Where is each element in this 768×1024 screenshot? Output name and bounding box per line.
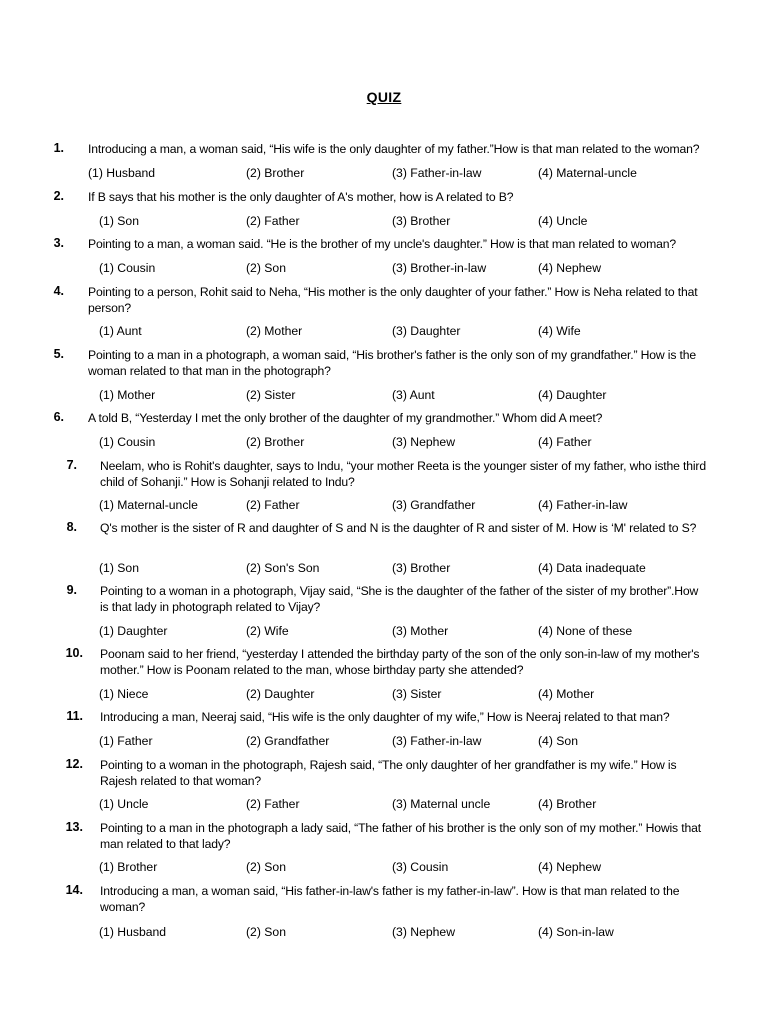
question-number: 13. — [65, 820, 83, 834]
answer-option-1: (1) Cousin — [99, 435, 156, 449]
answer-option-1: (1) Cousin — [99, 261, 156, 275]
answer-option-2: (2) Father — [246, 214, 300, 228]
answer-option-4: (4) Father-in-law — [538, 498, 628, 512]
question-text: Pointing to a woman in the photograph, Rajesh said, “The only daughter of her grandfather is my wife.” How is Rajesh related to that woman? — [100, 758, 677, 788]
question-text: Neelam, who is Rohit's daughter, says to Indu, “your mother Reeta is the younger sister of my father, who isthe third child of Sohanji.” How is Sohanji related to Indu? — [100, 459, 706, 489]
answer-option-2: (2) Brother — [246, 435, 305, 449]
answer-option-2: (2) Son — [246, 261, 286, 275]
answer-option-1: (1) Husband — [99, 925, 167, 939]
question-text: Introducing a man, Neeraj said, “His wife is the only daughter of my wife,” How is Neeraj related to that man? — [100, 710, 670, 724]
answer-option-3: (3) Brother — [392, 214, 451, 228]
answer-option-4: (4) Son-in-law — [538, 925, 614, 939]
answer-option-1: (1) Maternal-uncle — [99, 498, 198, 512]
answer-option-1: (1) Son — [99, 561, 139, 575]
answer-option-4: (4) Nephew — [538, 261, 601, 275]
question-text: Pointing to a man in a photograph, a woman said, “His brother's father is the only son of my grandfather.” How is the woman related to that man in the photograph? — [88, 348, 697, 378]
answer-option-1: (1) Mother — [99, 388, 156, 402]
answer-option-4: (4) Maternal-uncle — [538, 166, 637, 180]
answer-option-2: (2) Son — [246, 860, 286, 874]
question-text: Pointing to a man, a woman said. “He is the brother of my uncle's daughter.” How is that man related to woman? — [88, 237, 677, 251]
answer-option-1: (1) Brother — [99, 860, 158, 874]
answer-option-4: (4) Son — [538, 734, 578, 748]
answer-option-1: (1) Father — [99, 734, 153, 748]
answer-option-3: (3) Brother-in-law — [392, 261, 487, 275]
answer-option-3: (3) Nephew — [392, 925, 455, 939]
question-number: 8. — [66, 520, 77, 534]
answer-option-4: (4) Mother — [538, 687, 595, 701]
question-number: 14. — [65, 883, 83, 897]
question-text: Pointing to a woman in a photograph, Vijay said, “She is the daughter of the father of the sister of my brother”.How is that lady in photograph related to Vijay? — [100, 584, 699, 614]
answer-option-4: (4) None of these — [538, 624, 633, 638]
answer-option-4: (4) Brother — [538, 797, 597, 811]
question-number: 5. — [53, 347, 64, 361]
page-title: QUIZ — [366, 89, 402, 105]
question-text: Q's mother is the sister of R and daughter of S and N is the daughter of R and sister of M. How is ‘M' related to S? — [100, 521, 697, 535]
answer-option-3: (3) Mother — [392, 624, 449, 638]
question-number: 3. — [53, 236, 64, 250]
answer-option-1: (1) Husband — [88, 166, 156, 180]
answer-option-3: (3) Nephew — [392, 435, 455, 449]
answer-option-2: (2) Brother — [246, 166, 305, 180]
question-number: 7. — [66, 458, 77, 472]
answer-option-3: (3) Aunt — [392, 388, 435, 402]
answer-option-1: (1) Son — [99, 214, 139, 228]
answer-option-2: (2) Father — [246, 797, 300, 811]
question-number: 4. — [53, 284, 64, 298]
answer-option-4: (4) Daughter — [538, 388, 607, 402]
answer-option-2: (2) Wife — [246, 624, 289, 638]
question-number: 12. — [65, 757, 83, 771]
answer-option-3: (3) Maternal uncle — [392, 797, 491, 811]
answer-option-1: (1) Niece — [99, 687, 149, 701]
answer-option-2: (2) Son — [246, 925, 286, 939]
answer-option-2: (2) Son's Son — [246, 561, 320, 575]
question-text: Introducing a man, a woman said, “His father-in-law's father is my father-in-law”. How is that man related to the woman? — [100, 884, 680, 914]
answer-option-3: (3) Daughter — [392, 324, 461, 338]
question-text: A told B, “Yesterday I met the only brother of the daughter of my grandmother.” Whom did A meet? — [88, 411, 603, 425]
answer-option-2: (2) Mother — [246, 324, 303, 338]
answer-option-3: (3) Father-in-law — [392, 166, 482, 180]
question-number: 10. — [65, 646, 83, 660]
question-number: 9. — [66, 583, 77, 597]
answer-option-2: (2) Sister — [246, 388, 296, 402]
answer-option-4: (4) Father — [538, 435, 592, 449]
answer-option-1: (1) Uncle — [99, 797, 149, 811]
answer-option-3: (3) Cousin — [392, 860, 449, 874]
question-text: Poonam said to her friend, “yesterday I attended the birthday party of the son of the only son-in-law of my mother's mother.” How is Poonam related to the man, whose birthday party she attended? — [100, 647, 700, 677]
question-text: If B says that his mother is the only daughter of A's mother, how is A related to B? — [88, 190, 514, 204]
question-number: 6. — [53, 410, 64, 424]
question-number: 2. — [53, 189, 64, 203]
answer-option-4: (4) Uncle — [538, 214, 588, 228]
answer-option-4: (4) Wife — [538, 324, 581, 338]
answer-option-3: (3) Brother — [392, 561, 451, 575]
answer-option-4: (4) Nephew — [538, 860, 601, 874]
question-number: 11. — [66, 709, 83, 723]
answer-option-4: (4) Data inadequate — [538, 561, 646, 575]
answer-option-2: (2) Grandfather — [246, 734, 330, 748]
answer-option-1: (1) Daughter — [99, 624, 168, 638]
answer-option-3: (3) Sister — [392, 687, 442, 701]
question-number: 1. — [53, 141, 64, 155]
answer-option-2: (2) Daughter — [246, 687, 315, 701]
answer-option-3: (3) Grandfather — [392, 498, 476, 512]
answer-option-3: (3) Father-in-law — [392, 734, 482, 748]
question-text: Pointing to a man in the photograph a lady said, “The father of his brother is the only son of my mother.” Howis that man related to that lady? — [100, 821, 701, 851]
question-text: Introducing a man, a woman said, “His wife is the only daughter of my father.”How is that man related to the woman? — [88, 142, 700, 156]
question-text: Pointing to a person, Rohit said to Neha, “His mother is the only daughter of your father.” How is Neha related to that person? — [88, 285, 698, 315]
answer-option-1: (1) Aunt — [99, 324, 142, 338]
answer-option-2: (2) Father — [246, 498, 300, 512]
